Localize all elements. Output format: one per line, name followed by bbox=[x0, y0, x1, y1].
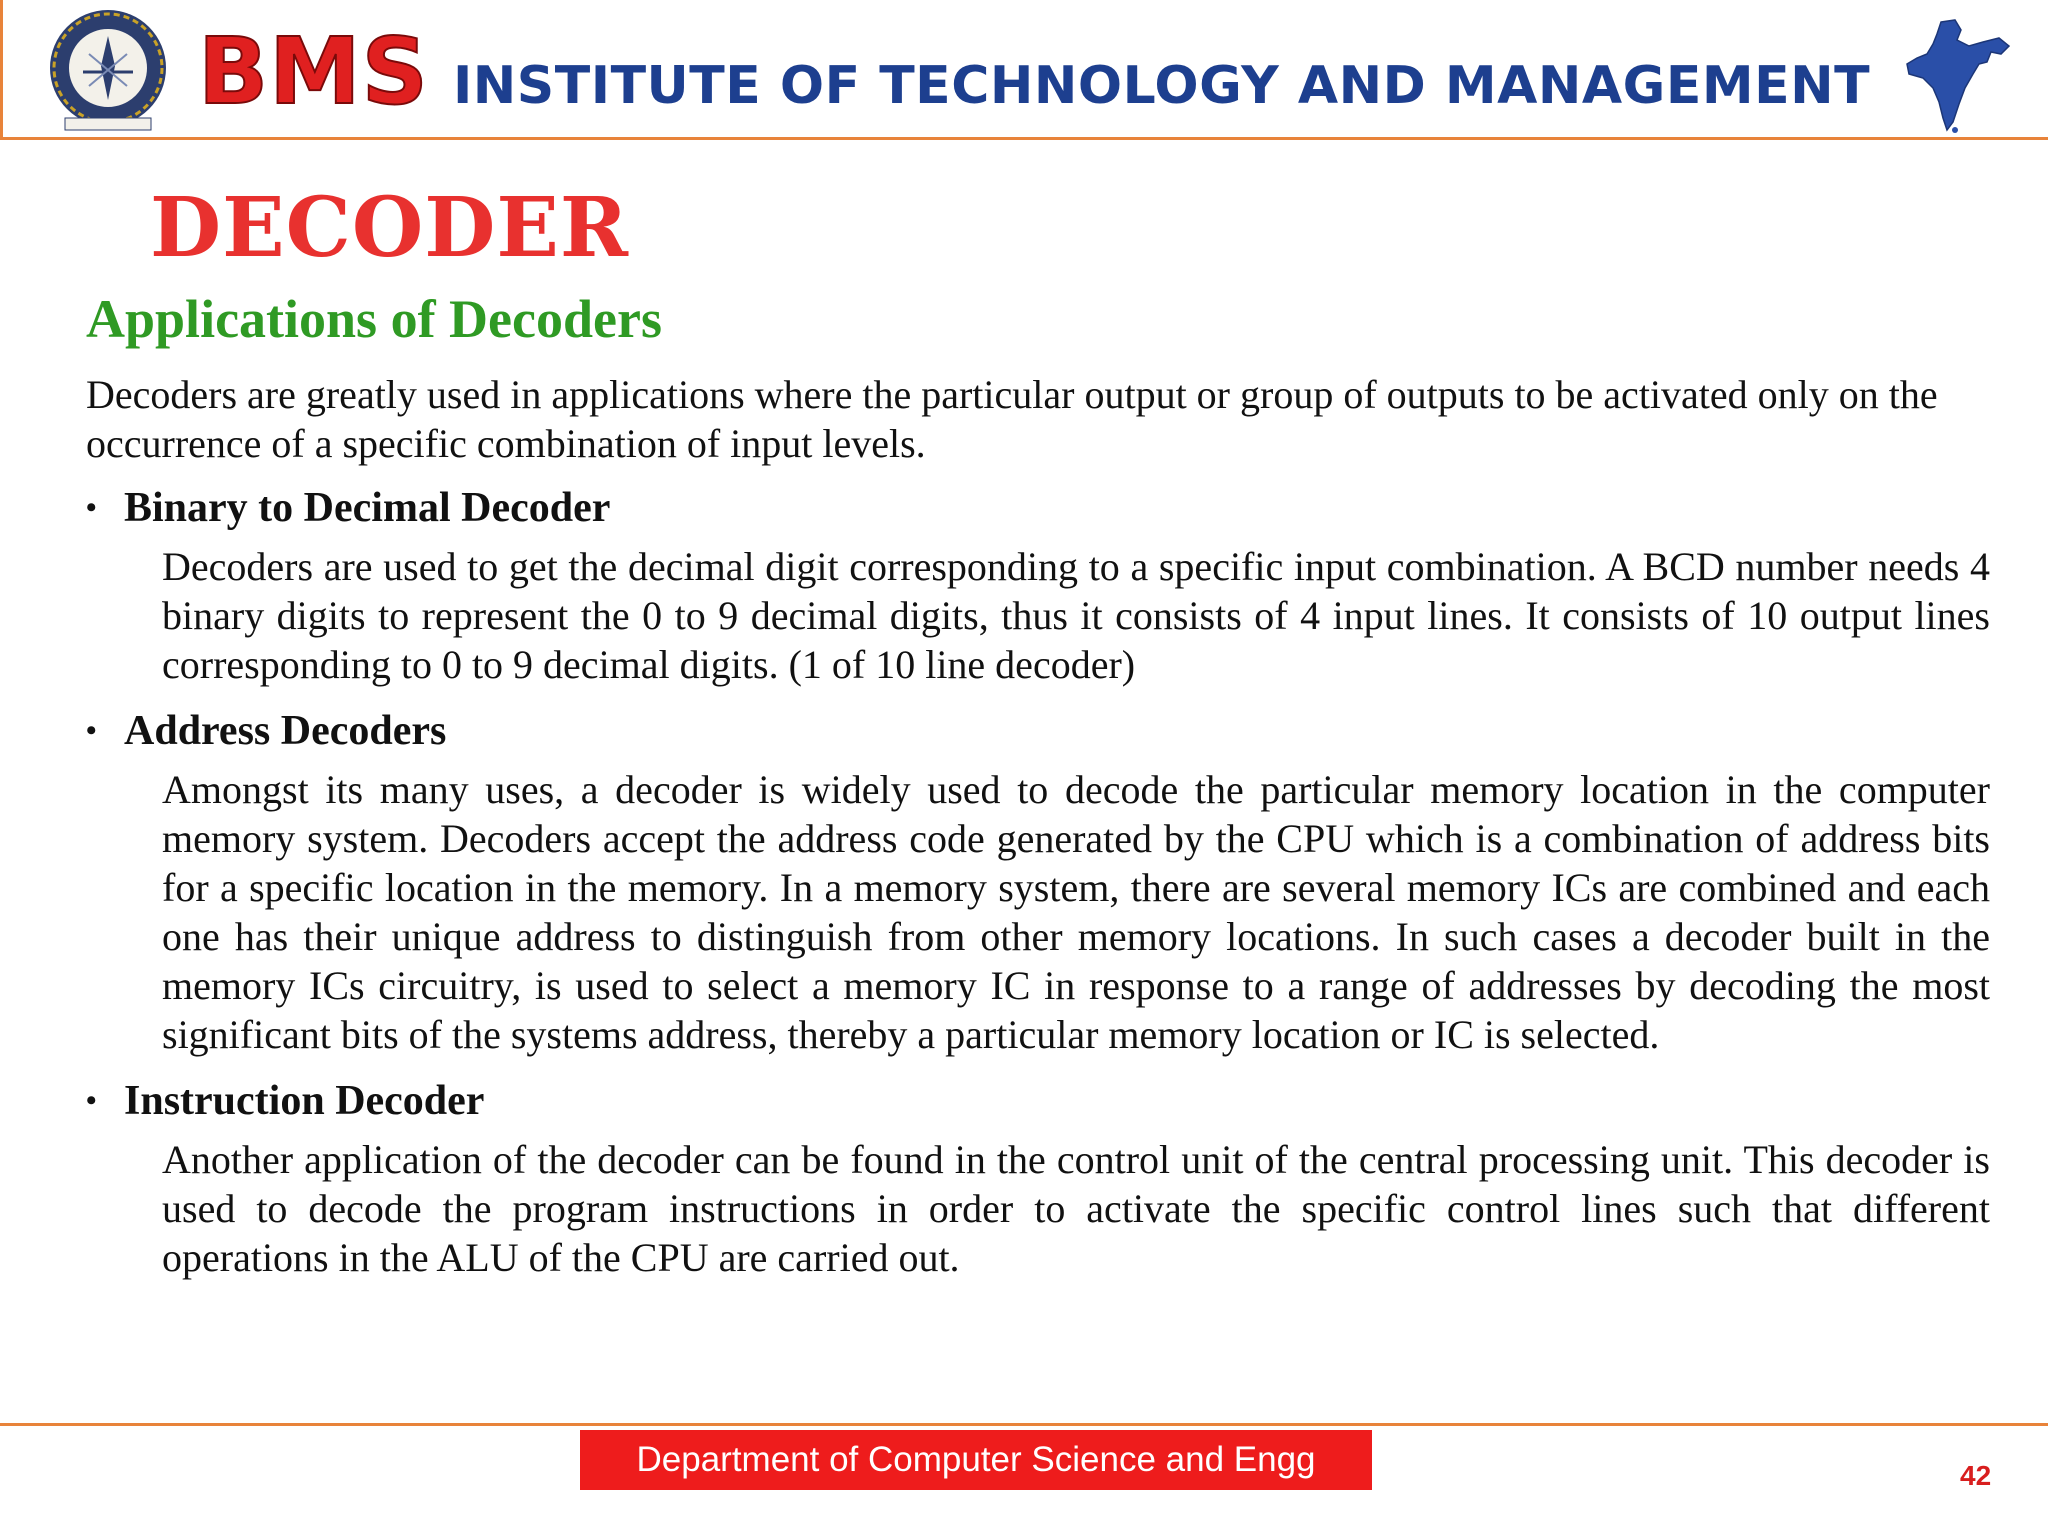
list-item-heading bbox=[86, 707, 1990, 759]
bullet-icon: • bbox=[86, 714, 97, 747]
brand-full-name: INSTITUTE OF TECHNOLOGY AND MANAGEMENT bbox=[452, 56, 1871, 116]
page-number: 42 bbox=[1960, 1460, 1992, 1491]
india-map-icon bbox=[1903, 18, 2013, 133]
list-item-binary-decimal bbox=[86, 484, 1990, 689]
item-body-text: Decoders are used to get the decimal digit corresponding to a specific input combination. A BCD number needs 4 binary digits to represent the 0 to 9 decimal digits, thus it consists of 4 input lines. It consists of 10 output lines corresponding to 0 to 9 decimal digits. (1 of 10 line decoder) bbox=[162, 544, 1990, 687]
slide-content bbox=[86, 370, 1990, 1300]
bullet-icon: • bbox=[86, 1084, 97, 1117]
item-heading-text: Instruction Decoder bbox=[124, 1078, 485, 1124]
list-item-heading bbox=[86, 484, 1990, 536]
institute-name bbox=[198, 18, 1871, 125]
list-item-instruction-decoder bbox=[86, 1077, 1990, 1282]
list-item-heading bbox=[86, 1077, 1990, 1129]
department-label: Department of Computer Science and Engg bbox=[580, 1430, 1372, 1490]
intro-paragraph: Decoders are greatly used in applications where the particular output or group of outputs to be activated only on the occurrence of a specific combination of input levels. bbox=[86, 372, 1938, 466]
footer-divider bbox=[0, 1423, 2048, 1426]
item-body-text: Amongst its many uses, a decoder is widely used to decode the particular memory location in the computer memory system. Decoders accept the address code generated by the CPU which is a combination of address bits for a specific location in the memory. In a memory system, there are several memory ICs are combined and each one has their unique address to distinguish from other memory locations. In such cases a decoder built in the memory ICs circuitry, is used to select a memory IC in response to a range of addresses by decoding the most significant bits of the systems address, thereby a particular memory location or IC is selected. bbox=[162, 767, 1990, 1057]
item-heading-text: Address Decoders bbox=[124, 708, 447, 754]
section-heading: Applications of Decoders bbox=[86, 289, 662, 349]
slide-title: DECODER bbox=[150, 180, 630, 276]
list-item-address-decoders bbox=[86, 707, 1990, 1059]
institute-seal-icon bbox=[43, 6, 173, 134]
brand-short: BMS bbox=[198, 18, 429, 125]
item-heading-text: Binary to Decimal Decoder bbox=[124, 485, 611, 531]
slide-header bbox=[0, 0, 2048, 140]
item-body-text: Another application of the decoder can be found in the control unit of the central processing unit. This decoder is used to decode the program instructions in order to activate the specific control lines such that different operations in the ALU of the CPU are carried out. bbox=[162, 1137, 1990, 1280]
bullet-icon: • bbox=[86, 491, 97, 524]
